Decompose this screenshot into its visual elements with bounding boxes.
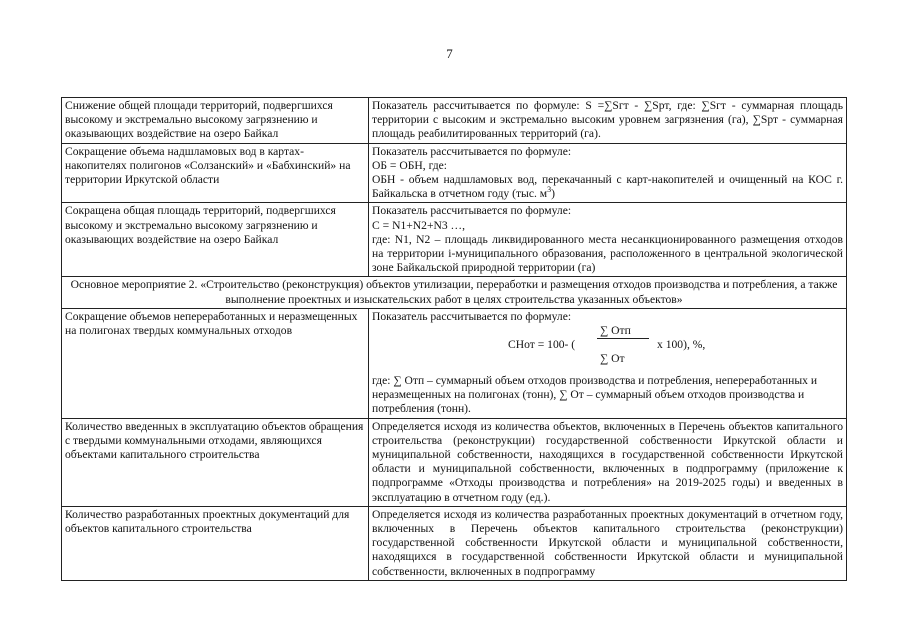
formula-denominator: ∑ От [600, 352, 625, 366]
indicator-cell: Снижение общей площади территорий, подвергшихся высокому и экстремально высокому загрязнению и оказывающих воздействие на озеро Байкал [62, 98, 369, 144]
method-line: Показатель рассчитывается по формуле: [372, 144, 572, 158]
table-row [62, 98, 847, 144]
section-heading: Основное мероприятие 2. «Строительство (реконструкция) объектов утилизации, переработки и размещения отходов производства и потребления, а также выполнение проектных и изыскательских работ в целях строительства указанных объектов» [62, 277, 847, 308]
section-row [62, 277, 847, 308]
indicator-cell: Сокращение объемов непереработанных и неразмещенных на полигонах твердых коммунальных отходов [62, 308, 369, 418]
method-cell: Показатель рассчитывается по формуле: S =∑Sгт - ∑Sрт, где: ∑Sгт - суммарная площадь территории с высоким и экстремально высоким уровнем загрязнения (га), ∑Sрт - суммарная площадь реабилитированных территорий (га). [369, 98, 847, 144]
table-row [62, 506, 847, 580]
formula-tail: х 100), %, [657, 338, 706, 352]
indicator-cell: Сокращена общая площадь территорий, подвергшихся высокому и экстремально высокому загрязнению и оказывающих воздействие на озеро Байкал [62, 203, 369, 277]
formula [372, 324, 843, 374]
method-cell: Определяется исходя из количества разработанных проектных документаций в отчетном году, включенных в Перечень объектов капитального строительства (реконструкции) государственной собственности Иркутской области и муниципальной собственности, находящихся в государственной собственности Иркутской области и муниципальной собственности, включенных в подпрограмму [369, 506, 847, 580]
method-line: Показатель рассчитывается по формуле: [372, 309, 572, 323]
table-row [62, 143, 847, 203]
superscript: 3 [547, 185, 552, 195]
table-row [62, 418, 847, 506]
table-row [62, 308, 847, 418]
method-line: Показатель рассчитывается по формуле: [372, 204, 572, 218]
formula-numerator: ∑ Отп [600, 324, 631, 338]
method-cell: Определяется исходя из количества объектов, включенных в Перечень объектов капитального строительства (реконструкции) государственной собственности Иркутской области и муниципальной собственности, находящихся в государственной собственности Иркутской области и муниципальной собственности, включенных в подпрограмму (приложение к подпрограмме «Отходы производства и потребления» на 2019-2025 годы) и введенных в эксплуатацию в отчетном году (ед.). [369, 418, 847, 506]
formula-main: СНот = 100- ( [508, 338, 576, 352]
method-line: где: ∑ Отп – суммарный объем отходов производства и потребления, непереработанных и неразмещенных на полигонах (тонн), ∑ От – суммарный объем отходов производства и потребления (тонн). [372, 374, 818, 416]
indicators-table [61, 97, 847, 581]
method-line: С = N1+N2+N3 …, [372, 218, 466, 232]
method-line: ОБН - объем надшламовых вод, перекачанный с карт-накопителей и очищенный на КОС г. Байкальска в отчетном году (тыс. $м^3$) [372, 173, 843, 201]
fraction-bar [597, 338, 649, 339]
page-number: 7 [446, 46, 453, 61]
method-cell [369, 143, 847, 203]
indicator-cell: Сокращение объема надшламовых вод в картах-накопителях полигонов «Солзанский» и «Бабхинский» на территории Иркутской области [62, 143, 369, 203]
indicator-cell: Количество разработанных проектных документаций для объектов капитального строительства [62, 506, 369, 580]
method-cell [369, 308, 847, 418]
table-row [62, 203, 847, 277]
indicator-cell: Количество введенных в эксплуатацию объектов обращения с твердыми коммунальными отходами, являющихся объектами капитального строительства [62, 418, 369, 506]
method-line: где: N1, N2 – площадь ликвидированного места несанкционированного размещения отходов на территории i-муниципального образования, расположенного в центральной экологической зоне Байкальской природной территории (га) [372, 232, 843, 275]
method-cell [369, 203, 847, 277]
method-line: ОБ = ОБН, где: [372, 158, 448, 172]
